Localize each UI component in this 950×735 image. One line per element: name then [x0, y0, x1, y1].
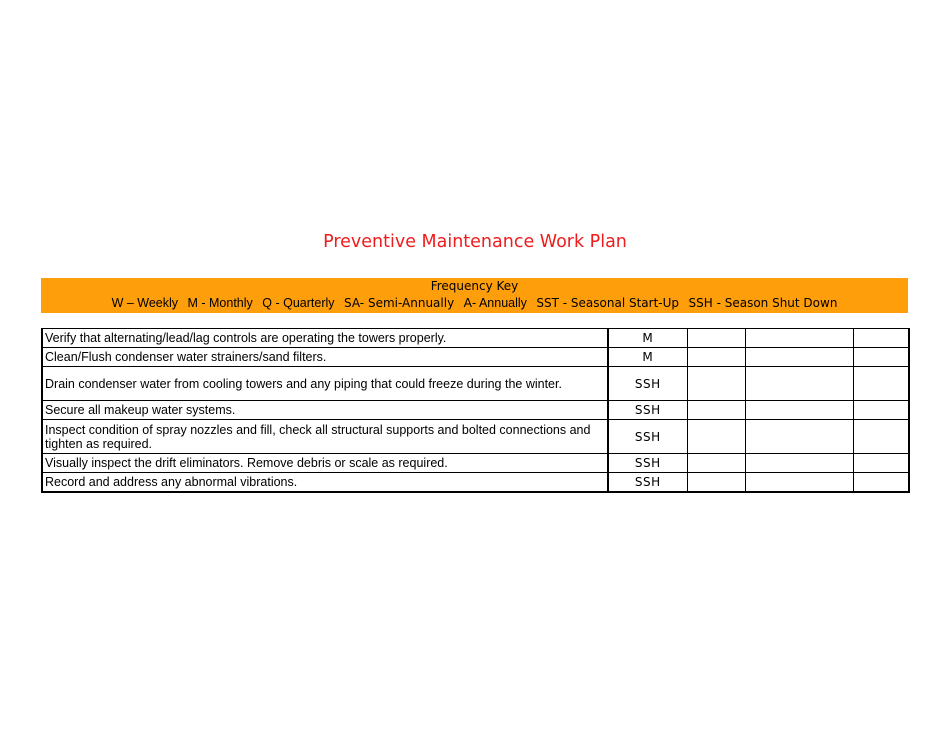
blank-cell[interactable] [687, 329, 745, 348]
task-frequency: SSH [608, 420, 687, 454]
blank-cell[interactable] [745, 420, 853, 454]
task-description: Inspect condition of spray nozzles and fill, check all structural supports and bolted connections and tighten as required. [42, 420, 608, 454]
freq-key-quarterly: Q - Quarterly [262, 296, 335, 310]
task-description: Record and address any abnormal vibrations. [42, 473, 608, 493]
maintenance-task-table [41, 328, 910, 493]
freq-key-monthly: M - Monthly [187, 296, 253, 310]
blank-cell[interactable] [745, 473, 853, 493]
blank-cell[interactable] [853, 401, 909, 420]
task-frequency: SSH [608, 473, 687, 493]
table-row [42, 401, 909, 420]
freq-key-weekly: W – Weekly [111, 296, 179, 310]
blank-cell[interactable] [853, 329, 909, 348]
blank-cell[interactable] [687, 367, 745, 401]
task-frequency: M [608, 348, 687, 367]
task-description: Verify that alternating/lead/lag controls are operating the towers properly. [42, 329, 608, 348]
page-title: Preventive Maintenance Work Plan [323, 232, 627, 252]
blank-cell[interactable] [853, 454, 909, 473]
blank-cell[interactable] [687, 401, 745, 420]
freq-key-semi-annually: SA- Semi-Annually [344, 296, 455, 310]
blank-cell[interactable] [745, 348, 853, 367]
blank-cell[interactable] [745, 329, 853, 348]
blank-cell[interactable] [687, 454, 745, 473]
table-row [42, 420, 909, 454]
blank-cell[interactable] [745, 401, 853, 420]
frequency-key-heading: Frequency Key [430, 279, 519, 293]
frequency-key-banner [41, 278, 908, 313]
blank-cell[interactable] [687, 473, 745, 493]
blank-cell[interactable] [687, 420, 745, 454]
blank-cell[interactable] [853, 420, 909, 454]
freq-key-season-shut-down: SSH - Season Shut Down [688, 296, 838, 310]
blank-cell[interactable] [745, 454, 853, 473]
task-description: Visually inspect the drift eliminators. Remove debris or scale as required. [42, 454, 608, 473]
blank-cell[interactable] [687, 348, 745, 367]
task-frequency: SSH [608, 454, 687, 473]
table-row [42, 329, 909, 348]
table-row [42, 367, 909, 401]
task-description: Drain condenser water from cooling towers and any piping that could freeze during the winter. [42, 367, 608, 401]
blank-cell[interactable] [853, 348, 909, 367]
table-row [42, 454, 909, 473]
task-frequency: SSH [608, 367, 687, 401]
table-row [42, 473, 909, 493]
frequency-key-legend [41, 295, 908, 311]
table-row [42, 348, 909, 367]
task-frequency: M [608, 329, 687, 348]
blank-cell[interactable] [853, 367, 909, 401]
freq-key-annually: A- Annually [463, 296, 527, 310]
task-frequency: SSH [608, 401, 687, 420]
task-description: Clean/Flush condenser water strainers/sand filters. [42, 348, 608, 367]
blank-cell[interactable] [745, 367, 853, 401]
freq-key-seasonal-start-up: SST - Seasonal Start-Up [536, 296, 680, 310]
blank-cell[interactable] [853, 473, 909, 493]
task-description: Secure all makeup water systems. [42, 401, 608, 420]
